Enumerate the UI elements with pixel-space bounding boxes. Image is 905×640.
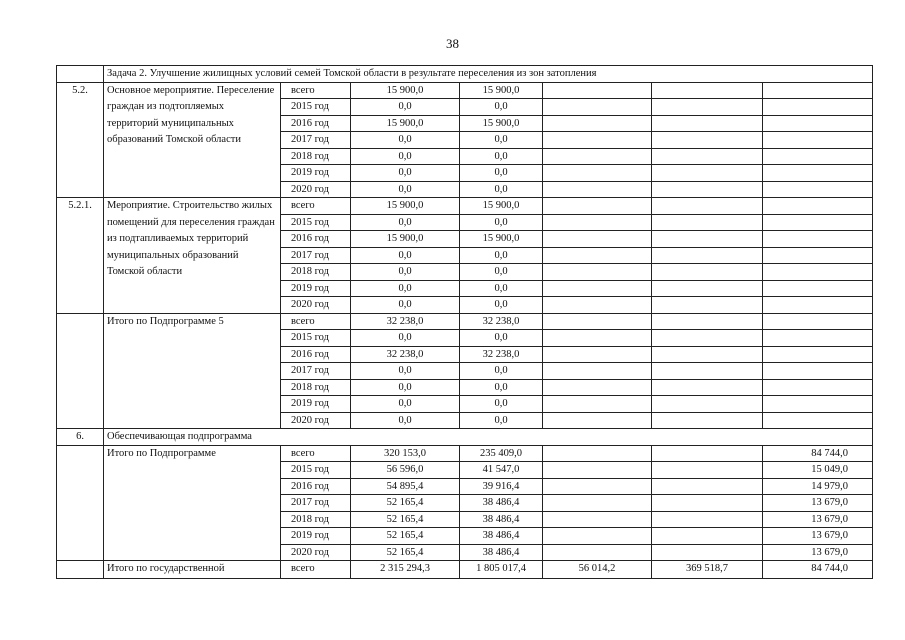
total-cell: 0,0 [351,297,460,314]
extra-cell [763,264,873,281]
total-cell: 52 165,4 [351,544,460,561]
empty-cell [57,561,104,579]
total-cell: 0,0 [351,363,460,380]
federal-cell: 41 547,0 [460,462,543,479]
total-cell: 32 238,0 [351,346,460,363]
regional-cell [543,412,652,429]
federal-cell: 0,0 [460,247,543,264]
extra-cell [763,297,873,314]
local-cell [652,495,763,512]
total-cell: 52 165,4 [351,511,460,528]
total-cell: 0,0 [351,148,460,165]
extra-cell [763,165,873,182]
local-cell [652,396,763,413]
total-cell: 15 900,0 [351,231,460,248]
total-cell: 0,0 [351,165,460,182]
task-header: Задача 2. Улучшение жилищных условий семей Томской области в результате переселения из зон затопления [104,66,873,83]
total-cell: 56 596,0 [351,462,460,479]
section-header-row [57,429,873,446]
local-cell [652,231,763,248]
regional-cell [543,462,652,479]
local-cell [652,264,763,281]
extra-cell [763,363,873,380]
local-cell [652,132,763,149]
regional-cell [543,528,652,545]
federal-cell: 0,0 [460,330,543,347]
local-cell [652,297,763,314]
extra-cell [763,379,873,396]
period-cell: 2017 год [281,247,351,264]
item-code [57,313,104,429]
federal-cell: 1 805 017,4 [460,561,543,579]
local-cell [652,247,763,264]
federal-cell: 38 486,4 [460,544,543,561]
regional-cell [543,280,652,297]
extra-cell [763,313,873,330]
federal-cell: 32 238,0 [460,346,543,363]
period-cell: 2015 год [281,99,351,116]
extra-cell: 13 679,0 [763,528,873,545]
period-cell: 2016 год [281,346,351,363]
regional-cell [543,231,652,248]
period-cell: 2017 год [281,495,351,512]
regional-cell [543,214,652,231]
local-cell: 369 518,7 [652,561,763,579]
extra-cell [763,82,873,99]
local-cell [652,115,763,132]
table-row [57,198,873,215]
local-cell [652,82,763,99]
extra-cell [763,115,873,132]
regional-cell [543,544,652,561]
regional-cell [543,115,652,132]
table-row [57,313,873,330]
regional-cell [543,297,652,314]
regional-cell [543,346,652,363]
period-cell: всего [281,82,351,99]
federal-cell: 0,0 [460,181,543,198]
local-cell [652,363,763,380]
regional-cell [543,181,652,198]
local-cell [652,445,763,462]
period-cell: 2017 год [281,363,351,380]
local-cell [652,528,763,545]
regional-cell [543,396,652,413]
local-cell [652,280,763,297]
total-cell: 0,0 [351,330,460,347]
period-cell: 2017 год [281,132,351,149]
period-cell: 2020 год [281,544,351,561]
regional-cell [543,247,652,264]
period-cell: 2019 год [281,396,351,413]
item-name: Итого по Подпрограмме 5 [104,313,281,429]
extra-cell [763,346,873,363]
period-cell: 2016 год [281,115,351,132]
extra-cell: 14 979,0 [763,478,873,495]
local-cell [652,544,763,561]
extra-cell [763,412,873,429]
regional-cell: 56 014,2 [543,561,652,579]
period-cell: 2016 год [281,478,351,495]
extra-cell [763,247,873,264]
period-cell: 2016 год [281,231,351,248]
total-cell: 320 153,0 [351,445,460,462]
period-cell: 2020 год [281,297,351,314]
federal-cell: 0,0 [460,379,543,396]
total-cell: 15 900,0 [351,115,460,132]
extra-cell [763,148,873,165]
federal-cell: 0,0 [460,148,543,165]
period-cell: 2018 год [281,264,351,281]
extra-cell [763,99,873,116]
regional-cell [543,148,652,165]
federal-cell: 15 900,0 [460,231,543,248]
regional-cell [543,313,652,330]
federal-cell: 0,0 [460,165,543,182]
period-cell: 2015 год [281,330,351,347]
federal-cell: 0,0 [460,297,543,314]
total-cell: 0,0 [351,280,460,297]
total-cell: 32 238,0 [351,313,460,330]
grand-total-row [57,561,873,579]
table-row [57,82,873,99]
federal-cell: 39 916,4 [460,478,543,495]
extra-cell [763,214,873,231]
regional-cell [543,495,652,512]
local-cell [652,148,763,165]
total-cell: 15 900,0 [351,198,460,215]
period-cell: 2020 год [281,412,351,429]
federal-cell: 38 486,4 [460,495,543,512]
extra-cell [763,280,873,297]
period-cell: всего [281,313,351,330]
extra-cell [763,198,873,215]
extra-cell [763,231,873,248]
item-name: Итого по Подпрограмме [104,445,281,561]
regional-cell [543,478,652,495]
page-number: 38 [446,36,459,51]
budget-table [56,65,873,579]
federal-cell: 15 900,0 [460,82,543,99]
total-cell: 52 165,4 [351,495,460,512]
task-header-row [57,66,873,83]
local-cell [652,462,763,479]
section-code: 6. [57,429,104,446]
local-cell [652,412,763,429]
extra-cell: 13 679,0 [763,495,873,512]
extra-cell [763,330,873,347]
extra-cell: 13 679,0 [763,544,873,561]
total-cell: 0,0 [351,379,460,396]
regional-cell [543,445,652,462]
total-cell: 52 165,4 [351,528,460,545]
period-cell: 2019 год [281,528,351,545]
item-name: Основное мероприятие. Переселение граждан из подтопляемых территорий муниципальных образований Томской области [104,82,281,198]
federal-cell: 0,0 [460,132,543,149]
total-cell: 0,0 [351,247,460,264]
local-cell [652,181,763,198]
federal-cell: 15 900,0 [460,115,543,132]
extra-cell [763,181,873,198]
empty-cell [57,66,104,83]
regional-cell [543,379,652,396]
period-cell: 2015 год [281,214,351,231]
federal-cell: 0,0 [460,280,543,297]
item-code: 5.2. [57,82,104,198]
total-cell: 0,0 [351,214,460,231]
regional-cell [543,132,652,149]
local-cell [652,214,763,231]
item-name: Мероприятие. Строительство жилых помещений для переселения граждан из подтапливаемых территорий муниципальных образований Томской области [104,198,281,314]
regional-cell [543,82,652,99]
federal-cell: 15 900,0 [460,198,543,215]
extra-cell: 84 744,0 [763,445,873,462]
period-cell: 2019 год [281,165,351,182]
period-cell: 2018 год [281,148,351,165]
item-code: 5.2.1. [57,198,104,314]
table-row [57,445,873,462]
federal-cell: 0,0 [460,412,543,429]
local-cell [652,99,763,116]
grand-total-name: Итого по государственной [104,561,281,579]
section-title: Обеспечивающая подпрограмма [104,429,873,446]
extra-cell: 15 049,0 [763,462,873,479]
federal-cell: 0,0 [460,264,543,281]
regional-cell [543,511,652,528]
federal-cell: 235 409,0 [460,445,543,462]
federal-cell: 0,0 [460,363,543,380]
total-cell: 0,0 [351,264,460,281]
total-cell: 0,0 [351,181,460,198]
total-cell: 15 900,0 [351,82,460,99]
federal-cell: 38 486,4 [460,511,543,528]
regional-cell [543,363,652,380]
local-cell [652,379,763,396]
local-cell [652,313,763,330]
regional-cell [543,99,652,116]
local-cell [652,330,763,347]
period-cell: 2018 год [281,379,351,396]
federal-cell: 38 486,4 [460,528,543,545]
period-cell: 2015 год [281,462,351,479]
regional-cell [543,198,652,215]
period-cell: всего [281,198,351,215]
period-cell: 2019 год [281,280,351,297]
federal-cell: 0,0 [460,214,543,231]
item-code [57,445,104,561]
local-cell [652,346,763,363]
local-cell [652,478,763,495]
local-cell [652,165,763,182]
federal-cell: 32 238,0 [460,313,543,330]
period-cell: 2018 год [281,511,351,528]
extra-cell: 84 744,0 [763,561,873,579]
extra-cell: 13 679,0 [763,511,873,528]
regional-cell [543,330,652,347]
period-cell: 2020 год [281,181,351,198]
total-cell: 54 895,4 [351,478,460,495]
total-cell: 0,0 [351,99,460,116]
total-cell: 0,0 [351,412,460,429]
regional-cell [543,264,652,281]
regional-cell [543,165,652,182]
total-cell: 0,0 [351,396,460,413]
extra-cell [763,132,873,149]
federal-cell: 0,0 [460,99,543,116]
federal-cell: 0,0 [460,396,543,413]
extra-cell [763,396,873,413]
period-cell: всего [281,445,351,462]
total-cell: 2 315 294,3 [351,561,460,579]
local-cell [652,511,763,528]
total-cell: 0,0 [351,132,460,149]
local-cell [652,198,763,215]
period-cell: всего [281,561,351,579]
